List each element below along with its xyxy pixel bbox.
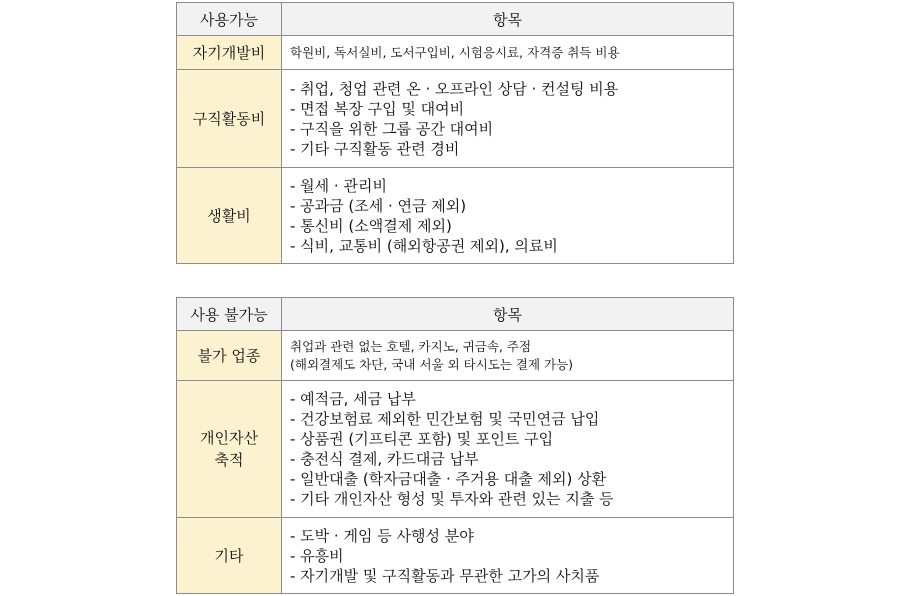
item-line: - 취업, 청업 관련 온 · 오프라인 상담 · 컨설팅 비용 — [290, 79, 619, 98]
category-self-development: 자기개발비 — [177, 36, 282, 70]
category-prohibited-business: 불가 업종 — [177, 331, 282, 381]
category-other: 기타 — [177, 518, 282, 594]
item-line: 학원비, 독서실비, 도서구입비, 시험응시료, 자격증 취득 비용 — [290, 44, 620, 60]
item-line: - 월세 · 관리비 — [290, 176, 387, 195]
item-line: - 통신비 (소액결제 제외) — [290, 216, 452, 235]
items-cell — [282, 70, 734, 168]
table-row — [177, 168, 734, 264]
item-line: - 상품권 (기프티콘 포함) 및 포인트 구입 — [290, 430, 554, 448]
table-row — [177, 381, 734, 518]
disallowed-usage-table — [176, 297, 734, 594]
table-header-row — [177, 298, 734, 331]
table-header-row — [177, 3, 734, 36]
item-line: - 공과금 (조세 · 연금 제외) — [290, 196, 467, 215]
item-line: - 충전식 결제, 카드대금 납부 — [290, 450, 479, 468]
table-row — [177, 70, 734, 168]
category-header: 사용 불가능 — [177, 298, 282, 331]
items-header: 항목 — [282, 298, 734, 331]
items-cell — [282, 381, 734, 518]
category-line: 축적 — [214, 451, 244, 469]
category-living-expenses: 생활비 — [177, 168, 282, 264]
item-line: - 예적금, 세금 납부 — [290, 390, 416, 408]
items-cell — [282, 518, 734, 594]
table-row — [177, 518, 734, 594]
item-line: - 자기개발 및 구직활동과 무관한 고가의 사치품 — [290, 566, 600, 585]
table-row — [177, 331, 734, 381]
items-cell — [282, 331, 734, 381]
item-line: - 유흥비 — [290, 546, 344, 565]
category-line: 개인자산 — [200, 429, 258, 447]
item-line: - 면접 복장 구입 및 대여비 — [290, 99, 465, 118]
category-personal-asset-accumulation — [177, 381, 282, 518]
item-line: (해외결제도 차단, 국내 서울 외 타시도는 결제 가능) — [290, 356, 574, 372]
table-row — [177, 36, 734, 70]
items-cell — [282, 36, 734, 70]
item-line: - 구직을 위한 그룹 공간 대여비 — [290, 119, 494, 138]
items-header: 항목 — [282, 3, 734, 36]
allowed-usage-table — [176, 2, 734, 264]
item-line: - 건강보험료 제외한 민간보험 및 국민연금 납입 — [290, 410, 600, 428]
item-line: - 도박 · 게임 등 사행성 분야 — [290, 526, 474, 545]
items-cell — [282, 168, 734, 264]
category-header: 사용가능 — [177, 3, 282, 36]
category-job-seeking: 구직활동비 — [177, 70, 282, 168]
item-line: - 기타 개인자산 형성 및 투자와 관련 있는 지출 등 — [290, 490, 614, 508]
item-line: - 일반대출 (학자금대출 · 주거용 대출 제외) 상환 — [290, 470, 607, 488]
item-line: 취업과 관련 없는 호텔, 카지노, 귀금속, 주점 — [290, 338, 532, 354]
item-line: - 기타 구직활동 관련 경비 — [290, 139, 460, 158]
item-line: - 식비, 교통비 (해외항공권 제외), 의료비 — [290, 236, 558, 255]
